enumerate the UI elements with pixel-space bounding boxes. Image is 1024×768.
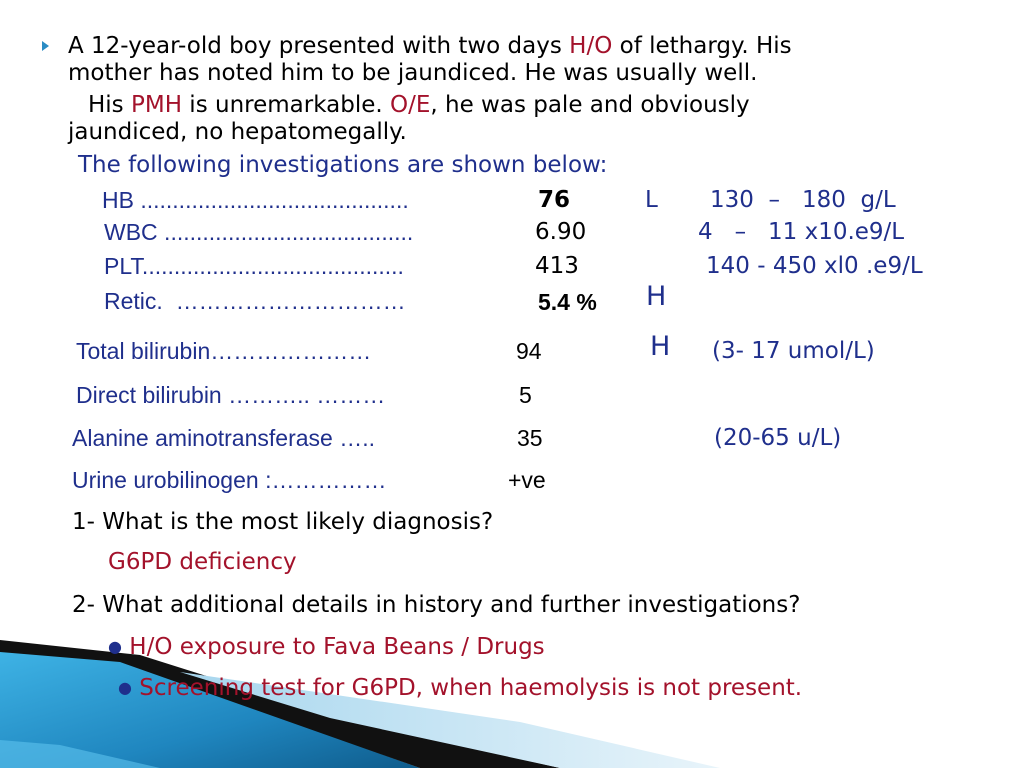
lab-total-bilirubin-range: (3- 17 umol/L) [712,338,875,364]
lab-alt-label: Alanine aminotransferase ….. [72,425,375,451]
lab-total-bilirubin-label: Total bilirubin………………… [76,338,372,364]
intro-line-2: mother has noted him to be jaundiced. He was usually well. [68,60,758,86]
lab-alt-value: 35 [517,425,543,451]
bullet-arrow-icon [42,41,49,51]
lab-wbc-value: 6.90 [535,219,587,245]
answer-1: G6PD deficiency [108,549,297,575]
lab-total-bilirubin-flag: H [650,331,671,362]
lab-urobilinogen-label: Urine urobilinogen :…………… [72,467,387,493]
lab-wbc-label: WBC ....................................... [104,219,414,245]
lab-direct-bilirubin-value: 5 [519,382,532,408]
lab-hb-label: HB .......................................... [102,187,409,213]
lab-plt-label: PLT......................................... [104,253,404,279]
question-1: 1- What is the most likely diagnosis? [72,509,494,535]
lab-urobilinogen-value: +ve [508,467,546,493]
lab-retic-flag: H [646,281,667,312]
answer-2-bullet-1: ● H/O exposure to Fava Beans / Drugs [108,634,545,660]
lab-alt-range: (20-65 u/L) [714,425,842,451]
bullet-dot-icon: ● [108,637,122,656]
lab-plt-value: 413 [535,253,579,279]
lab-plt-range: 140 - 450 xl0 .e9/L [706,253,923,279]
lab-retic-label: Retic. ………………………… [104,288,406,314]
intro-line-3: His PMH is unremarkable. O/E, he was pale and obviously [88,92,750,118]
intro-line-1: A 12-year-old boy presented with two days H/O of lethargy. His [68,33,792,59]
bullet-dot-icon: ● [118,678,132,697]
lab-wbc-range: 4 – 11 x10.e9/L [698,219,905,245]
lab-direct-bilirubin-label: Direct bilirubin ……….. ……… [76,382,386,408]
lab-hb-value: 76 [538,187,571,213]
question-2: 2- What additional details in history and further investigations? [72,592,801,618]
investigations-heading: The following investigations are shown below: [78,152,608,178]
lab-hb-flag: L [645,187,658,213]
lab-hb-range: 130 – 180 g/L [710,187,896,213]
intro-line-4: jaundiced, no hepatomegally. [68,119,407,145]
lab-retic-value: 5.4 % [538,289,597,315]
answer-2-bullet-2: ● Screening test for G6PD, when haemolysis is not present. [118,675,803,701]
lab-total-bilirubin-value: 94 [516,338,542,364]
